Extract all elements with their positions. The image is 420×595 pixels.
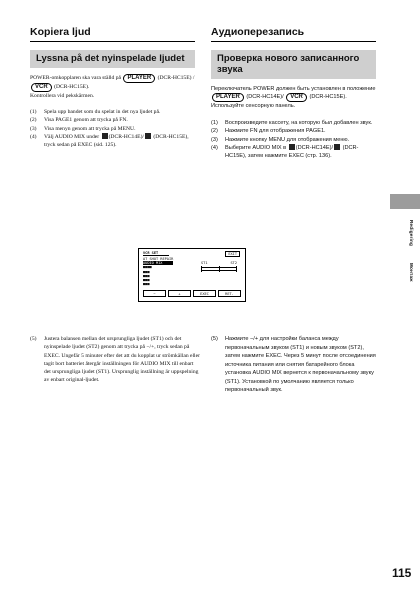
- step-number: (1): [30, 109, 37, 116]
- intro-paragraph: [30, 74, 195, 100]
- lcd-plus-button: +: [168, 290, 191, 297]
- chapter-label-swedish: Redigering: [409, 220, 414, 246]
- list-item: [30, 133, 195, 149]
- step-text: (DCR-HC15E), затем нажмите EXEC (стр. 136).: [225, 145, 359, 160]
- lcd-menu-item: ■■■: [143, 277, 150, 282]
- vcr-set-icon: [289, 144, 295, 150]
- step-number: (4): [30, 133, 37, 140]
- step-text: Воспроизведите кассету, на которую был добавлен звук.: [225, 119, 373, 126]
- step-number: (1): [211, 119, 218, 126]
- lcd-menu-item: ■■■: [143, 273, 150, 278]
- step-text: Нажмите −/+ для настройки баланса между первоначальным звуком (ST1) и новым звуком (ST2), затем нажмите EXEC. Через 5 минут после отсоединения источника питания или снятия батарейного блока установка AUDIO MIX вернется к первоначальному звуку (ST1). Установкой по умолчанию является только первоначальный звук.: [225, 336, 376, 393]
- list-item: [30, 108, 195, 116]
- vcr-switch-label: VCR: [31, 83, 52, 92]
- intro-paragraph: [211, 85, 376, 111]
- step-number: (2): [30, 117, 37, 124]
- subheading: Lyssna på det nyinspelade ljudet: [30, 50, 195, 68]
- vcr-switch-label: VCR: [286, 93, 307, 102]
- list-item: [211, 144, 376, 161]
- russian-step5: [211, 335, 379, 395]
- lcd-title: VCR SET: [143, 251, 169, 256]
- intro-text: Переключатель POWER должен быть установлен в положение: [211, 86, 376, 92]
- swedish-step5: [30, 335, 200, 385]
- step-text: Выберите AUDIO MIX в: [225, 145, 287, 152]
- russian-column: [211, 26, 376, 161]
- lcd-menu-item: AT SHOT REPAIR: [143, 257, 174, 261]
- step-text: Välj AUDIO MIX under: [44, 133, 100, 140]
- lcd-exec-button: EXEC: [193, 290, 216, 297]
- step-text: (DCR-HC14E)/: [295, 145, 334, 152]
- meter-tick: [201, 266, 202, 272]
- intro-text: (DCR-HC15E).: [309, 94, 347, 101]
- meter-right-label: ST2: [230, 261, 237, 265]
- swedish-column: [30, 26, 195, 149]
- step-text: (DCR-HC15E), tryck sedan på EXEC (sid. 125).: [44, 133, 189, 149]
- lcd-menu-item: ■■■: [143, 282, 150, 287]
- vcr-set-icon: [102, 133, 108, 139]
- step-number: (4): [211, 145, 218, 152]
- step-number: (5): [30, 336, 37, 342]
- list-item: [30, 116, 195, 124]
- meter-bar: [201, 267, 237, 271]
- steps-list: [30, 335, 200, 385]
- lcd-menu-item: ■■■: [143, 269, 150, 274]
- step-number: (3): [211, 136, 218, 143]
- list-item: [211, 119, 376, 127]
- list-item: [211, 127, 376, 135]
- steps-list: [211, 335, 379, 395]
- intro-text: Kontrollera vid pekskärmen.: [30, 93, 95, 99]
- lcd-screen-illustration: [138, 248, 246, 302]
- lcd-menu-item-selected: AUDIO MIX: [143, 261, 173, 265]
- section-title: Аудиоперезапись: [211, 26, 376, 42]
- meter-tick: [236, 266, 237, 272]
- step-text: (DCR-HC14E)/: [108, 133, 144, 140]
- lcd-minus-button: −: [143, 290, 166, 297]
- step-number: (2): [211, 128, 218, 135]
- step-text: Нажмите FN для отображения PAGE1.: [225, 128, 326, 135]
- intro-text: Используйте сенсорную панель.: [211, 103, 296, 110]
- step-text: Spela upp bandet som du spelat in det nya ljudet på.: [44, 109, 161, 116]
- player-switch-label: PLAYER: [123, 74, 155, 83]
- list-item: [30, 125, 195, 133]
- page-number: 115: [392, 566, 412, 580]
- intro-text: (DCR-HC15E) /: [157, 75, 195, 81]
- balance-meter: [201, 261, 237, 271]
- vcr-set-icon: [145, 133, 151, 139]
- list-item: [30, 335, 200, 385]
- step-text: Visa menyn genom att trycka på MENU.: [44, 125, 136, 132]
- meter-left-label: ST1: [201, 261, 208, 265]
- lcd-button-row: [143, 290, 241, 297]
- meter-tick: [219, 266, 220, 272]
- step-number: (5): [211, 336, 218, 342]
- lcd-menu: [143, 257, 173, 286]
- vcr-set-icon: [334, 144, 340, 150]
- lcd-exit-button: EXIT: [225, 251, 240, 257]
- chapter-label-russian: Монтаж: [409, 263, 414, 282]
- player-switch-label: PLAYER: [212, 93, 244, 102]
- section-title: Kopiera ljud: [30, 26, 195, 42]
- list-item: [211, 335, 379, 395]
- step-text: Justera balansen mellan det ursprungliga ljudet (ST1) och det nyinspelade ljudet (ST2) genom att trycka på −/+, tryck sedan på EXEC. Ungefär 5 minuter efter det att du kopplat ur strömkällan eller tagit bort batteriet återgår inställningen för AUDIO MIX till enbart det ursprungliga ljudet (ST1). Ursprunglig inställning är uppspelning av enbart original-ljudet.: [44, 336, 200, 384]
- step-text: Нажмите кнопку MENU для отображения меню.: [225, 136, 350, 143]
- lcd-menu-item: ■■■■: [143, 265, 152, 270]
- step-text: Visa PAGE1 genom att trycka på FN.: [44, 117, 128, 124]
- lcd-return-button: RET.: [218, 290, 241, 297]
- intro-text: (DCR-HC15E).: [54, 84, 90, 90]
- list-item: [211, 136, 376, 144]
- steps-list: [30, 108, 195, 149]
- steps-list: [211, 119, 376, 161]
- subheading: Проверка нового записанного звука: [211, 50, 376, 79]
- intro-text: (DCR-HC14E)/: [246, 94, 284, 101]
- intro-text: POWER-omkopplaren ska vara ställd på: [30, 75, 122, 81]
- chapter-tab: [390, 194, 420, 209]
- step-number: (3): [30, 125, 37, 132]
